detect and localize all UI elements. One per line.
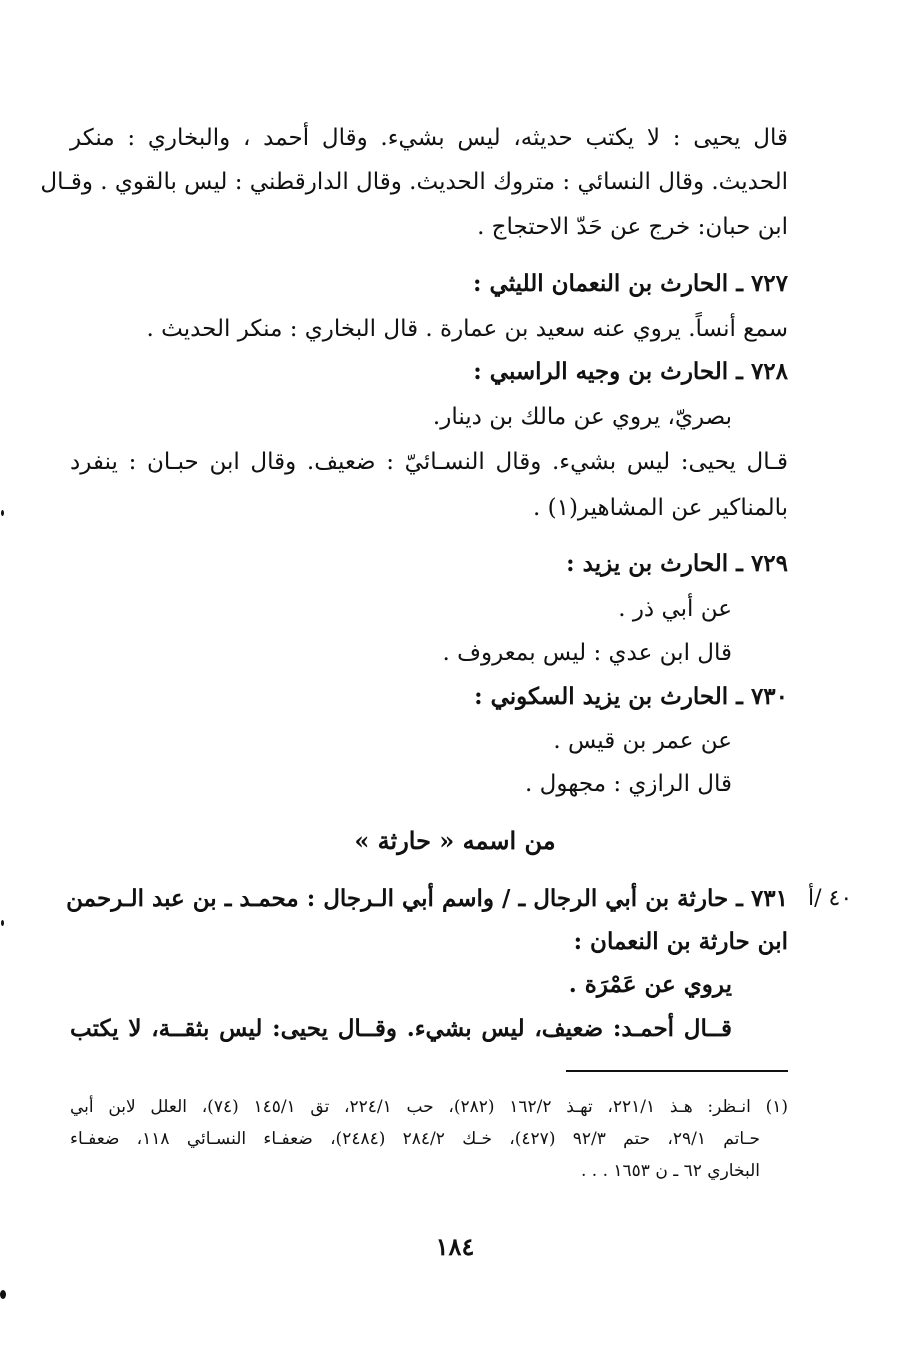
entry-727-title: ٧٢٧ ـ الحارث بن النعمان الليثي : xyxy=(473,270,788,297)
entry-731-line-1: ٧٣١ ـ حارثة بن أبي الرجال ـ / واسم أبي الـرجال : محمـد ـ بن عبد الـرحمن xyxy=(66,885,788,912)
intro-line-3: ابن حبان: خرج عن حَدّ الاحتجاج . xyxy=(477,214,788,240)
footnote-line-1: (١) انـظر: هـذ ٢٢١/١، تهـذ ١٦٢/٢ (٢٨٢)، حب ٢٢٤/١، تق ١٤٥/١ (٧٤)، العلل لابن أبي xyxy=(70,1097,788,1117)
entry-730-line-2: قال الرازي : مجهول . xyxy=(525,771,732,797)
footnote-line-3: البخاري ٦٢ ـ ن ١٦٥٣ . . . xyxy=(580,1161,760,1181)
entry-730-title: ٧٣٠ ـ الحارث بن يزيد السكوني : xyxy=(474,683,788,710)
entry-729-line-1: عن أبي ذر . xyxy=(618,596,732,622)
entry-731-line-2: ابن حارثة بن النعمان : xyxy=(573,928,788,955)
section-heading: من اسمه « حارثة » xyxy=(354,826,556,855)
entry-728-line-3: بالمناكير عن المشاهير(١) . xyxy=(532,495,788,521)
page-number: ١٨٤ xyxy=(435,1232,475,1261)
entry-731-line-3: يروي عن عَمْرَة . xyxy=(568,971,732,998)
entry-728-title: ٧٢٨ ـ الحارث بن وجيه الراسبي : xyxy=(473,358,788,385)
intro-line-2: الحديث. وقال النسائي : متروك الحديث. وقال الدارقطني : ليس بالقوي . وقـال xyxy=(40,169,788,195)
scan-speck xyxy=(1,920,4,926)
footnote-line-2: حـاتم ٢٩/١، حتم ٩٢/٣ (٤٢٧)، خـك ٢٨٤/٢ (٢٤٨٤)، ضعفـاء النسـائي ١١٨، ضعفـاء xyxy=(70,1129,761,1149)
entry-728-line-1: بصريّ، يروي عن مالك بن دينار. xyxy=(432,404,732,430)
entry-727-line-1: سمع أنساً. يروي عنه سعيد بن عمارة . قال البخاري : منكر الحديث . xyxy=(146,316,788,342)
footnote-rule xyxy=(566,1070,788,1072)
scan-speck xyxy=(0,1290,6,1299)
entry-728-line-2: قـال يحيى: ليس بشيء. وقال النسـائيّ : ضعيف. وقال ابن حبـان : ينفرد xyxy=(70,449,788,475)
entry-729-title: ٧٢٩ ـ الحارث بن يزيد : xyxy=(566,550,788,577)
entry-731-line-4: قــال أحمـد: ضعيف، ليس بشيء. وقــال يحيى: ليس بثقــة، لا يكتب xyxy=(70,1015,732,1042)
entry-729-line-2: قال ابن عدي : ليس بمعروف . xyxy=(442,640,732,666)
scan-speck xyxy=(1,510,4,516)
entry-730-line-1: عن عمر بن قيس . xyxy=(553,728,732,754)
margin-folio-ref: ٤٠ /أ xyxy=(808,886,853,911)
intro-line-1: قال يحيى : لا يكتب حديثه، ليس بشيء. وقال أحمد ، والبخاري : منكر xyxy=(70,125,788,151)
